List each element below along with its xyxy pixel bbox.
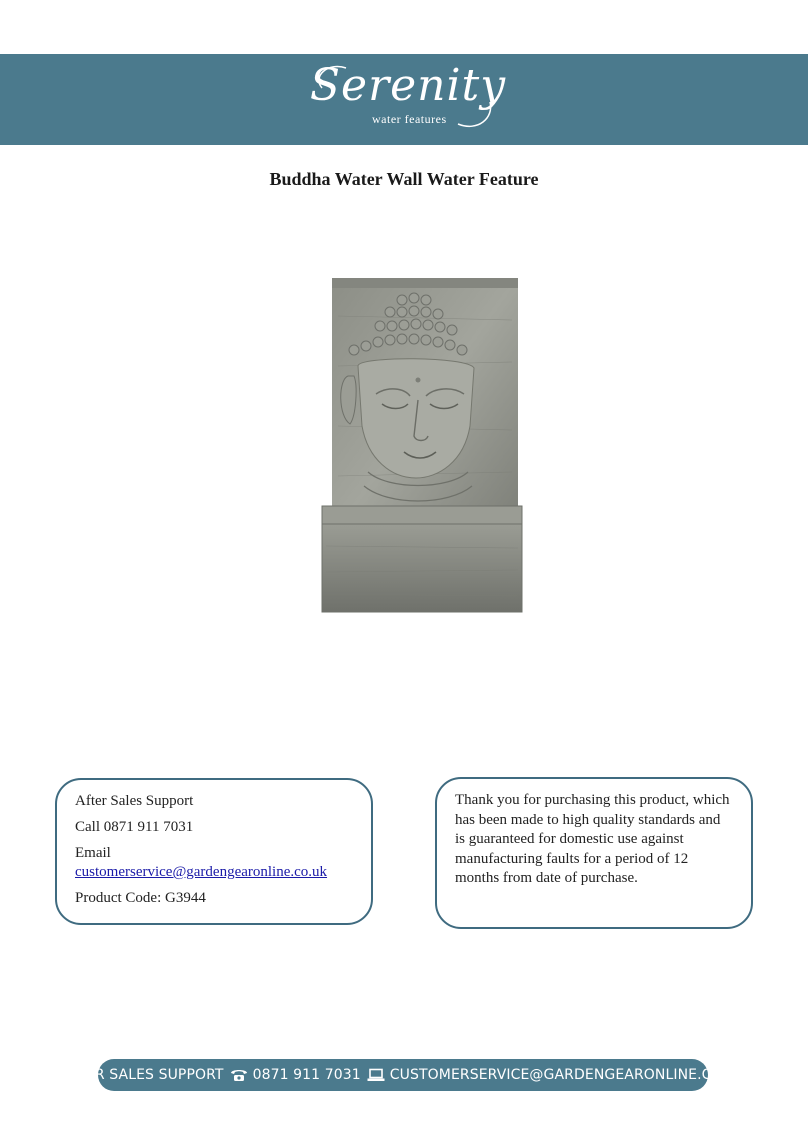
logo-wordmark: Serenity: [309, 60, 507, 111]
support-phone: Call 0871 911 7031: [75, 819, 194, 835]
support-email-link[interactable]: customerservice@gardengearonline.co.uk: [75, 864, 328, 880]
laptop-icon: [367, 1068, 385, 1082]
footer-support-bar: [59, 1059, 747, 1091]
guarantee-text: Thank you for purchasing this product, which has been made to high quality standards and is guaranteed for domestic use against manufacturing faults for a period of 12 months from date of purchase.: [455, 792, 730, 887]
footer-label: AFTER SALES SUPPORT: [59, 1067, 224, 1083]
footer-phone: 0871 911 7031: [252, 1067, 361, 1083]
logo-subtitle: water features: [372, 112, 447, 126]
phone-icon: [230, 1068, 248, 1082]
serenity-logo: [308, 58, 508, 142]
support-email-label: Email: [75, 845, 111, 861]
page-title: Buddha Water Wall Water Feature: [269, 169, 539, 189]
footer-email[interactable]: CUSTOMERSERVICE@GARDENGEARONLINE.CO.UK: [389, 1067, 747, 1083]
support-heading: After Sales Support: [75, 793, 194, 809]
guarantee-box: [435, 777, 753, 929]
product-code: Product Code: G3944: [75, 890, 206, 906]
after-sales-support-box: [55, 778, 373, 925]
product-image: [318, 276, 526, 616]
header-banner: [0, 54, 808, 145]
